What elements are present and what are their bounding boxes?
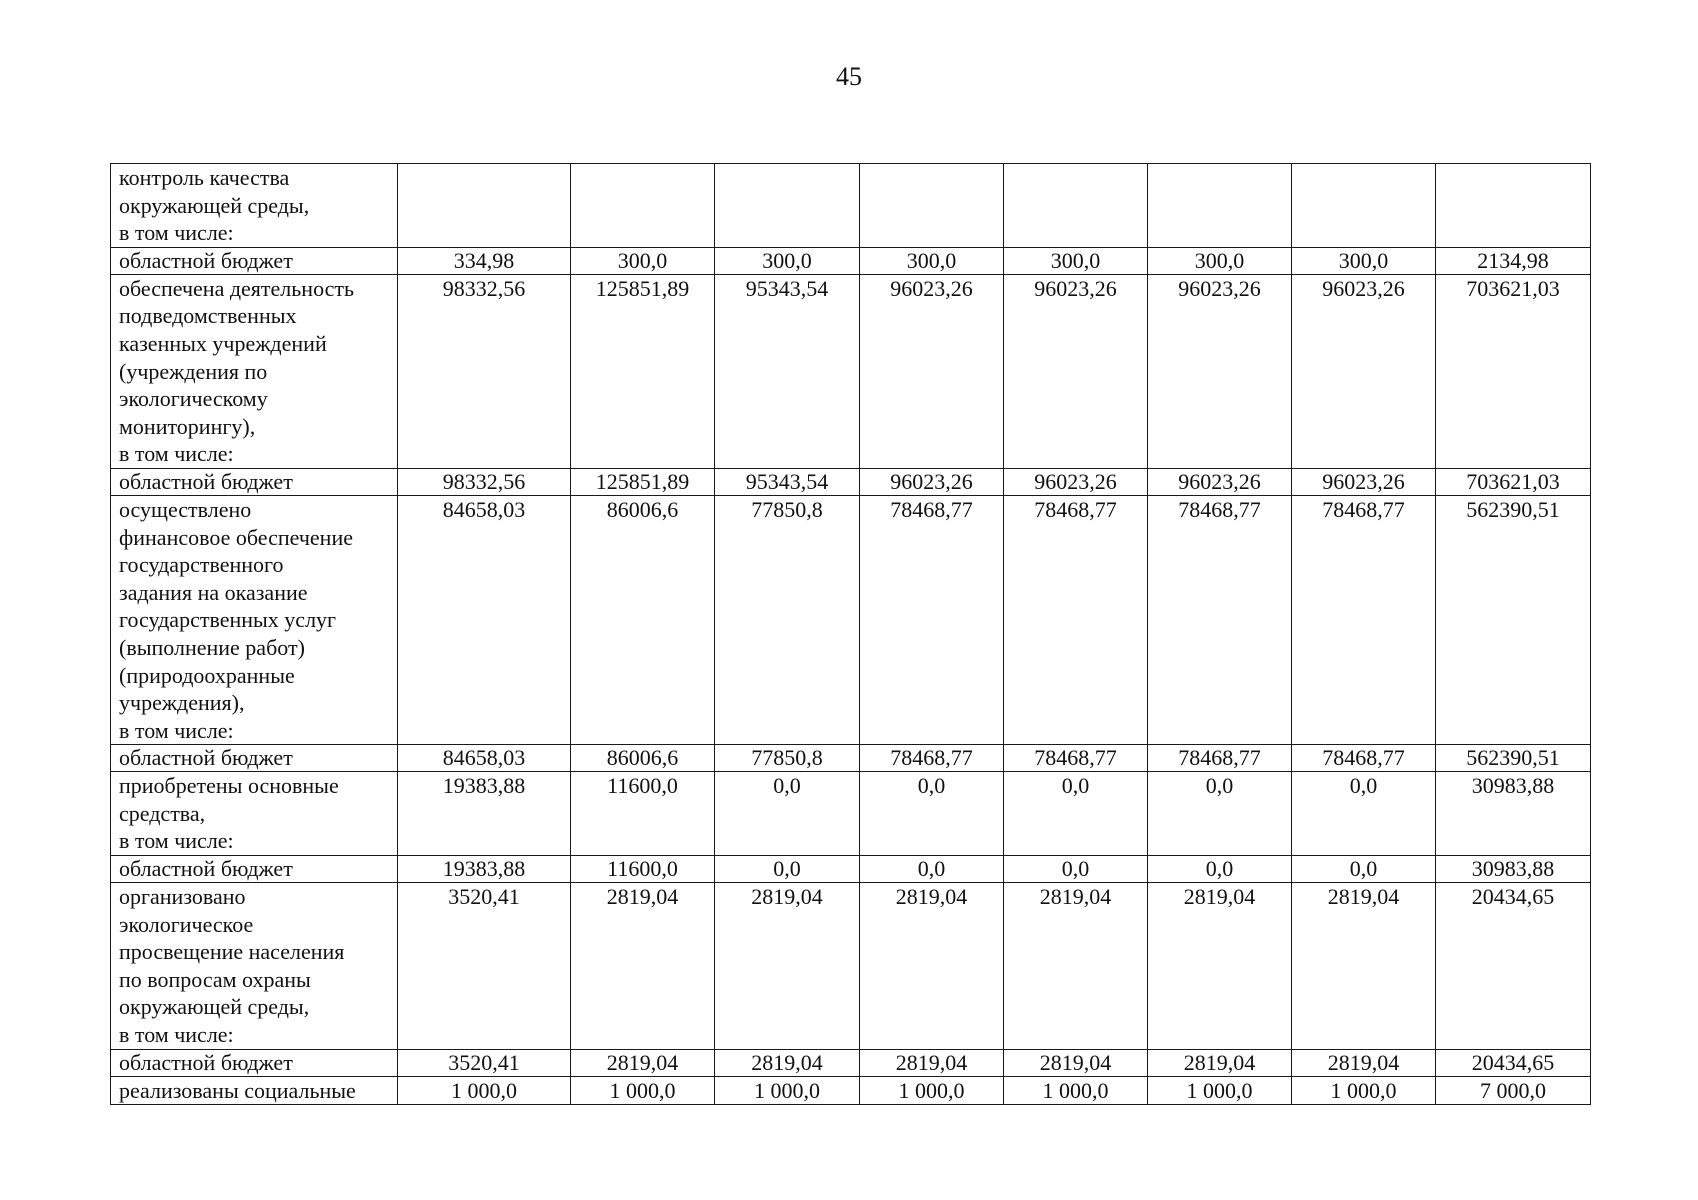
year-value-cell: 3520,41 — [398, 883, 571, 1050]
table-row-regional-budget — [111, 1049, 1591, 1076]
table-row — [111, 1076, 1591, 1105]
total-value-cell: 2134,98 — [1436, 247, 1591, 274]
year-value-cell: 95343,54 — [715, 468, 860, 495]
row-label-cell: осуществлено финансовое обеспечение государственного задания на оказание государственных услуг (выполнение работ) (природоохранные учреждения), в том числе: — [111, 495, 398, 744]
budget-table — [110, 163, 1591, 1105]
year-value-cell: 1 000,0 — [860, 1076, 1004, 1105]
year-value-cell: 125851,89 — [571, 274, 715, 468]
year-value-cell — [1004, 164, 1148, 248]
year-value-cell — [715, 164, 860, 248]
year-value-cell: 300,0 — [1292, 247, 1436, 274]
year-value-cell — [398, 164, 571, 248]
year-value-cell: 2819,04 — [1004, 1049, 1148, 1076]
table-row-regional-budget — [111, 468, 1591, 495]
row-label-cell: областной бюджет — [111, 247, 398, 274]
year-value-cell: 0,0 — [860, 772, 1004, 856]
year-value-cell: 78468,77 — [1292, 495, 1436, 744]
total-value-cell: 562390,51 — [1436, 745, 1591, 772]
total-value-cell — [1436, 164, 1591, 248]
year-value-cell: 2819,04 — [715, 1049, 860, 1076]
table-row — [111, 772, 1591, 856]
table-body — [111, 164, 1591, 1105]
year-value-cell: 1 000,0 — [1148, 1076, 1292, 1105]
year-value-cell: 84658,03 — [398, 745, 571, 772]
year-value-cell: 78468,77 — [860, 745, 1004, 772]
page-number-text: 45 — [836, 62, 862, 91]
table-row — [111, 495, 1591, 744]
year-value-cell: 0,0 — [1292, 772, 1436, 856]
total-value-cell: 703621,03 — [1436, 468, 1591, 495]
year-value-cell: 78468,77 — [1004, 745, 1148, 772]
year-value-cell: 96023,26 — [860, 468, 1004, 495]
year-value-cell: 0,0 — [1004, 856, 1148, 883]
row-label-cell: организовано экологическое просвещение населения по вопросам охраны окружающей среды, в том числе: — [111, 883, 398, 1050]
year-value-cell: 19383,88 — [398, 856, 571, 883]
year-value-cell: 2819,04 — [1292, 1049, 1436, 1076]
table-row — [111, 274, 1591, 468]
year-value-cell: 300,0 — [1148, 247, 1292, 274]
year-value-cell: 0,0 — [715, 856, 860, 883]
total-value-cell: 562390,51 — [1436, 495, 1591, 744]
row-label-cell: областной бюджет — [111, 745, 398, 772]
year-value-cell — [571, 164, 715, 248]
year-value-cell: 300,0 — [860, 247, 1004, 274]
year-value-cell: 96023,26 — [1292, 274, 1436, 468]
year-value-cell: 0,0 — [715, 772, 860, 856]
year-value-cell: 86006,6 — [571, 745, 715, 772]
year-value-cell: 0,0 — [1148, 856, 1292, 883]
year-value-cell: 0,0 — [1148, 772, 1292, 856]
year-value-cell: 96023,26 — [1148, 274, 1292, 468]
year-value-cell: 0,0 — [1292, 856, 1436, 883]
year-value-cell: 125851,89 — [571, 468, 715, 495]
year-value-cell: 2819,04 — [1004, 883, 1148, 1050]
table-row — [111, 164, 1591, 248]
year-value-cell: 2819,04 — [571, 1049, 715, 1076]
year-value-cell: 77850,8 — [715, 745, 860, 772]
year-value-cell: 96023,26 — [860, 274, 1004, 468]
row-label-cell: областной бюджет — [111, 856, 398, 883]
year-value-cell: 300,0 — [715, 247, 860, 274]
year-value-cell: 78468,77 — [1004, 495, 1148, 744]
row-label-cell: областной бюджет — [111, 468, 398, 495]
year-value-cell: 86006,6 — [571, 495, 715, 744]
year-value-cell: 98332,56 — [398, 274, 571, 468]
total-value-cell: 30983,88 — [1436, 856, 1591, 883]
total-value-cell: 703621,03 — [1436, 274, 1591, 468]
table-row-regional-budget — [111, 856, 1591, 883]
year-value-cell: 2819,04 — [860, 1049, 1004, 1076]
year-value-cell: 300,0 — [571, 247, 715, 274]
table-row-regional-budget — [111, 745, 1591, 772]
year-value-cell: 2819,04 — [1148, 883, 1292, 1050]
year-value-cell: 78468,77 — [1148, 745, 1292, 772]
year-value-cell: 96023,26 — [1004, 468, 1148, 495]
year-value-cell: 11600,0 — [571, 772, 715, 856]
year-value-cell: 0,0 — [1004, 772, 1148, 856]
row-label-cell: приобретены основные средства, в том числе: — [111, 772, 398, 856]
year-value-cell: 2819,04 — [571, 883, 715, 1050]
year-value-cell: 1 000,0 — [1292, 1076, 1436, 1105]
year-value-cell: 1 000,0 — [571, 1076, 715, 1105]
year-value-cell: 96023,26 — [1148, 468, 1292, 495]
total-value-cell: 20434,65 — [1436, 883, 1591, 1050]
year-value-cell: 3520,41 — [398, 1049, 571, 1076]
row-label-cell: областной бюджет — [111, 1049, 398, 1076]
year-value-cell: 19383,88 — [398, 772, 571, 856]
year-value-cell: 300,0 — [1004, 247, 1148, 274]
year-value-cell: 96023,26 — [1292, 468, 1436, 495]
year-value-cell: 95343,54 — [715, 274, 860, 468]
row-label-cell: обеспечена деятельность подведомственных казенных учреждений (учреждения по экологическому мониторингу), в том числе: — [111, 274, 398, 468]
year-value-cell: 1 000,0 — [1004, 1076, 1148, 1105]
row-label-cell: контроль качества окружающей среды, в том числе: — [111, 164, 398, 248]
year-value-cell: 2819,04 — [1148, 1049, 1292, 1076]
total-value-cell: 20434,65 — [1436, 1049, 1591, 1076]
year-value-cell: 84658,03 — [398, 495, 571, 744]
table-row-regional-budget — [111, 247, 1591, 274]
table-row — [111, 883, 1591, 1050]
year-value-cell: 78468,77 — [1148, 495, 1292, 744]
total-value-cell: 7 000,0 — [1436, 1076, 1591, 1105]
total-value-cell: 30983,88 — [1436, 772, 1591, 856]
year-value-cell: 2819,04 — [715, 883, 860, 1050]
year-value-cell — [1292, 164, 1436, 248]
year-value-cell: 77850,8 — [715, 495, 860, 744]
year-value-cell: 2819,04 — [860, 883, 1004, 1050]
year-value-cell: 334,98 — [398, 247, 571, 274]
page-number — [0, 62, 1698, 92]
year-value-cell — [1148, 164, 1292, 248]
year-value-cell — [860, 164, 1004, 248]
year-value-cell: 78468,77 — [860, 495, 1004, 744]
year-value-cell: 1 000,0 — [398, 1076, 571, 1105]
year-value-cell: 98332,56 — [398, 468, 571, 495]
year-value-cell: 78468,77 — [1292, 745, 1436, 772]
year-value-cell: 96023,26 — [1004, 274, 1148, 468]
year-value-cell: 1 000,0 — [715, 1076, 860, 1105]
row-label-cell: реализованы социальные — [111, 1076, 398, 1105]
year-value-cell: 2819,04 — [1292, 883, 1436, 1050]
year-value-cell: 11600,0 — [571, 856, 715, 883]
year-value-cell: 0,0 — [860, 856, 1004, 883]
